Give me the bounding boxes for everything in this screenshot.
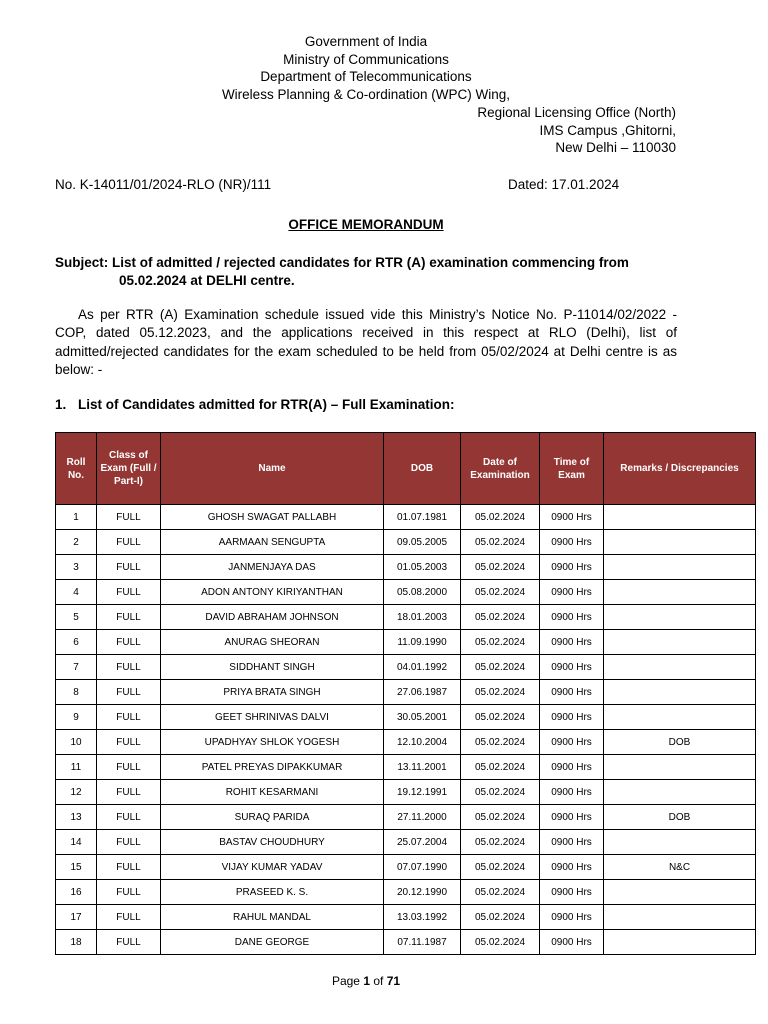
table-row	[56, 780, 756, 805]
table-row	[56, 905, 756, 930]
table-row	[56, 555, 756, 580]
exam-time-cell: 0900 Hrs	[540, 680, 604, 705]
class-cell: FULL	[97, 530, 161, 555]
remarks-cell	[604, 780, 756, 805]
remarks-cell	[604, 830, 756, 855]
dob-cell: 25.07.2004	[384, 830, 461, 855]
exam-time-cell: 0900 Hrs	[540, 630, 604, 655]
remarks-cell	[604, 905, 756, 930]
class-cell: FULL	[97, 655, 161, 680]
dob-cell: 13.11.2001	[384, 755, 461, 780]
remarks-cell	[604, 755, 756, 780]
exam-date-cell: 05.02.2024	[461, 555, 540, 580]
remarks-cell	[604, 530, 756, 555]
column-header-time-of-exam: Time of Exam	[540, 433, 604, 505]
table-row	[56, 855, 756, 880]
roll-no-cell: 17	[56, 905, 97, 930]
name-cell: GEET SHRINIVAS DALVI	[161, 705, 384, 730]
table-row	[56, 580, 756, 605]
dob-cell: 27.06.1987	[384, 680, 461, 705]
letterhead-line-department: Department of Telecommunications	[260, 69, 472, 85]
roll-no-cell: 5	[56, 605, 97, 630]
section-number: 1.	[55, 397, 67, 412]
name-cell: UPADHYAY SHLOK YOGESH	[161, 730, 384, 755]
page-label: Page	[331, 974, 360, 988]
roll-no-cell: 6	[56, 630, 97, 655]
table-row	[56, 830, 756, 855]
dob-cell: 19.12.1991	[384, 780, 461, 805]
candidates-table	[55, 432, 756, 955]
roll-no-cell: 12	[56, 780, 97, 805]
exam-time-cell: 0900 Hrs	[540, 805, 604, 830]
exam-time-cell: 0900 Hrs	[540, 830, 604, 855]
class-cell: FULL	[97, 680, 161, 705]
subject-line-2: 05.02.2024 at DELHI centre.	[119, 273, 295, 288]
exam-time-cell: 0900 Hrs	[540, 730, 604, 755]
roll-no-cell: 13	[56, 805, 97, 830]
table-row	[56, 530, 756, 555]
name-cell: PRASEED K. S.	[161, 880, 384, 905]
exam-date-cell: 05.02.2024	[461, 705, 540, 730]
remarks-cell	[604, 580, 756, 605]
exam-date-cell: 05.02.2024	[461, 655, 540, 680]
roll-no-cell: 11	[56, 755, 97, 780]
name-cell: ROHIT KESARMANI	[161, 780, 384, 805]
roll-no-cell: 9	[56, 705, 97, 730]
class-cell: FULL	[97, 605, 161, 630]
exam-date-cell: 05.02.2024	[461, 830, 540, 855]
remarks-cell	[604, 930, 756, 955]
letterhead-line-government: Government of India	[304, 34, 428, 49]
table-row	[56, 805, 756, 830]
dob-cell: 20.12.1990	[384, 880, 461, 905]
reference-number: No. K-14011/01/2024-RLO (NR)/111	[55, 177, 272, 192]
roll-no-cell: 1	[56, 505, 97, 530]
current-page-number: 1	[363, 974, 370, 988]
exam-time-cell: 0900 Hrs	[540, 530, 604, 555]
table-row	[56, 630, 756, 655]
exam-date-cell: 05.02.2024	[461, 530, 540, 555]
dob-cell: 27.11.2000	[384, 805, 461, 830]
dob-cell: 01.05.2003	[384, 555, 461, 580]
exam-time-cell: 0900 Hrs	[540, 930, 604, 955]
remarks-cell	[604, 505, 756, 530]
roll-no-cell: 15	[56, 855, 97, 880]
class-cell: FULL	[97, 730, 161, 755]
roll-no-cell: 18	[56, 930, 97, 955]
class-cell: FULL	[97, 505, 161, 530]
exam-time-cell: 0900 Hrs	[540, 555, 604, 580]
roll-no-cell: 4	[56, 580, 97, 605]
exam-date-cell: 05.02.2024	[461, 605, 540, 630]
remarks-cell	[604, 555, 756, 580]
section-heading	[55, 397, 455, 412]
column-header-name: Name	[161, 433, 384, 505]
exam-time-cell: 0900 Hrs	[540, 780, 604, 805]
total-page-count: 71	[386, 974, 401, 988]
roll-no-cell: 14	[56, 830, 97, 855]
office-city: New Delhi – 110030	[555, 140, 676, 156]
dob-cell: 13.03.1992	[384, 905, 461, 930]
name-cell: SURAQ PARIDA	[161, 805, 384, 830]
dob-cell: 01.07.1981	[384, 505, 461, 530]
page-of-label: of	[373, 974, 384, 988]
office-campus: IMS Campus ,Ghitorni,	[539, 122, 676, 138]
dob-cell: 07.11.1987	[384, 930, 461, 955]
name-cell: PATEL PREYAS DIPAKKUMAR	[161, 755, 384, 780]
name-cell: GHOSH SWAGAT PALLABH	[161, 505, 384, 530]
exam-time-cell: 0900 Hrs	[540, 855, 604, 880]
exam-date-cell: 05.02.2024	[461, 880, 540, 905]
section-title: List of Candidates admitted for RTR(A) – Full Examination:	[78, 397, 455, 412]
name-cell: ADON ANTONY KIRIYANTHAN	[161, 580, 384, 605]
table-row	[56, 680, 756, 705]
remarks-cell	[604, 630, 756, 655]
letterhead-line-wing: Wireless Planning & Co-ordination (WPC) Wing,	[221, 86, 511, 102]
name-cell: AARMAAN SENGUPTA	[161, 530, 384, 555]
roll-no-cell: 2	[56, 530, 97, 555]
class-cell: FULL	[97, 580, 161, 605]
column-header-date-of-exam: Date of Examination	[461, 433, 540, 505]
table-row	[56, 755, 756, 780]
class-cell: FULL	[97, 855, 161, 880]
class-cell: FULL	[97, 830, 161, 855]
class-cell: FULL	[97, 705, 161, 730]
dob-cell: 18.01.2003	[384, 605, 461, 630]
table-row	[56, 505, 756, 530]
roll-no-cell: 3	[56, 555, 97, 580]
dob-cell: 12.10.2004	[384, 730, 461, 755]
exam-time-cell: 0900 Hrs	[540, 905, 604, 930]
name-cell: PRIYA BRATA SINGH	[161, 680, 384, 705]
roll-no-cell: 16	[56, 880, 97, 905]
roll-no-cell: 7	[56, 655, 97, 680]
office-name: Regional Licensing Office (North)	[477, 105, 676, 120]
exam-time-cell: 0900 Hrs	[540, 580, 604, 605]
remarks-cell: DOB	[604, 805, 756, 830]
dob-cell: 07.07.1990	[384, 855, 461, 880]
table-row	[56, 605, 756, 630]
name-cell: DANE GEORGE	[161, 930, 384, 955]
memo-date: Dated: 17.01.2024	[508, 177, 620, 192]
exam-date-cell: 05.02.2024	[461, 855, 540, 880]
class-cell: FULL	[97, 805, 161, 830]
exam-date-cell: 05.02.2024	[461, 905, 540, 930]
roll-no-cell: 10	[56, 730, 97, 755]
table-row	[56, 730, 756, 755]
name-cell: VIJAY KUMAR YADAV	[161, 855, 384, 880]
column-header-class-of-exam: Class of Exam (Full / Part-I)	[97, 433, 161, 505]
memo-title: OFFICE MEMORANDUM	[288, 217, 444, 232]
exam-date-cell: 05.02.2024	[461, 805, 540, 830]
name-cell: JANMENJAYA DAS	[161, 555, 384, 580]
exam-time-cell: 0900 Hrs	[540, 755, 604, 780]
table-header-row	[56, 433, 756, 505]
roll-no-cell: 8	[56, 680, 97, 705]
dob-cell: 04.01.1992	[384, 655, 461, 680]
letterhead-center	[0, 33, 732, 103]
body-paragraph: As per RTR (A) Examination schedule issued vide this Ministry’s Notice No. P-11014/02/2022 - COP, dated 05.12.2023, and the applications received in this respect at RLO (Delhi), list of admitted/rejected candidates for the exam scheduled to be held from 05/02/2024 at Delhi centre is as below: -	[55, 307, 677, 377]
exam-date-cell: 05.02.2024	[461, 755, 540, 780]
table-row	[56, 705, 756, 730]
exam-date-cell: 05.02.2024	[461, 780, 540, 805]
exam-date-cell: 05.02.2024	[461, 580, 540, 605]
name-cell: DAVID ABRAHAM JOHNSON	[161, 605, 384, 630]
office-address	[477, 104, 676, 157]
column-header-remarks: Remarks / Discrepancies	[604, 433, 756, 505]
exam-date-cell: 05.02.2024	[461, 930, 540, 955]
remarks-cell	[604, 680, 756, 705]
exam-time-cell: 0900 Hrs	[540, 505, 604, 530]
table-row	[56, 880, 756, 905]
page-footer	[0, 974, 732, 988]
exam-date-cell: 05.02.2024	[461, 630, 540, 655]
dob-cell: 09.05.2005	[384, 530, 461, 555]
remarks-cell	[604, 880, 756, 905]
exam-time-cell: 0900 Hrs	[540, 880, 604, 905]
subject-block	[55, 254, 677, 290]
remarks-cell: DOB	[604, 730, 756, 755]
candidates-table-body	[56, 505, 756, 955]
class-cell: FULL	[97, 755, 161, 780]
exam-time-cell: 0900 Hrs	[540, 705, 604, 730]
table-row	[56, 655, 756, 680]
subject-line-1: Subject: List of admitted / rejected candidates for RTR (A) examination commencing from	[55, 255, 629, 270]
exam-date-cell: 05.02.2024	[461, 680, 540, 705]
exam-time-cell: 0900 Hrs	[540, 655, 604, 680]
column-header-dob: DOB	[384, 433, 461, 505]
class-cell: FULL	[97, 880, 161, 905]
remarks-cell	[604, 605, 756, 630]
class-cell: FULL	[97, 555, 161, 580]
name-cell: BASTAV CHOUDHURY	[161, 830, 384, 855]
remarks-cell	[604, 705, 756, 730]
dob-cell: 05.08.2000	[384, 580, 461, 605]
class-cell: FULL	[97, 780, 161, 805]
exam-time-cell: 0900 Hrs	[540, 605, 604, 630]
exam-date-cell: 05.02.2024	[461, 730, 540, 755]
name-cell: ANURAG SHEORAN	[161, 630, 384, 655]
exam-date-cell: 05.02.2024	[461, 505, 540, 530]
remarks-cell	[604, 655, 756, 680]
dob-cell: 30.05.2001	[384, 705, 461, 730]
class-cell: FULL	[97, 630, 161, 655]
letterhead-line-ministry: Ministry of Communications	[283, 51, 449, 67]
column-header-roll-no: Roll No.	[56, 433, 97, 505]
table-row	[56, 930, 756, 955]
name-cell: RAHUL MANDAL	[161, 905, 384, 930]
name-cell: SIDDHANT SINGH	[161, 655, 384, 680]
remarks-cell: N&C	[604, 855, 756, 880]
class-cell: FULL	[97, 905, 161, 930]
dob-cell: 11.09.1990	[384, 630, 461, 655]
class-cell: FULL	[97, 930, 161, 955]
